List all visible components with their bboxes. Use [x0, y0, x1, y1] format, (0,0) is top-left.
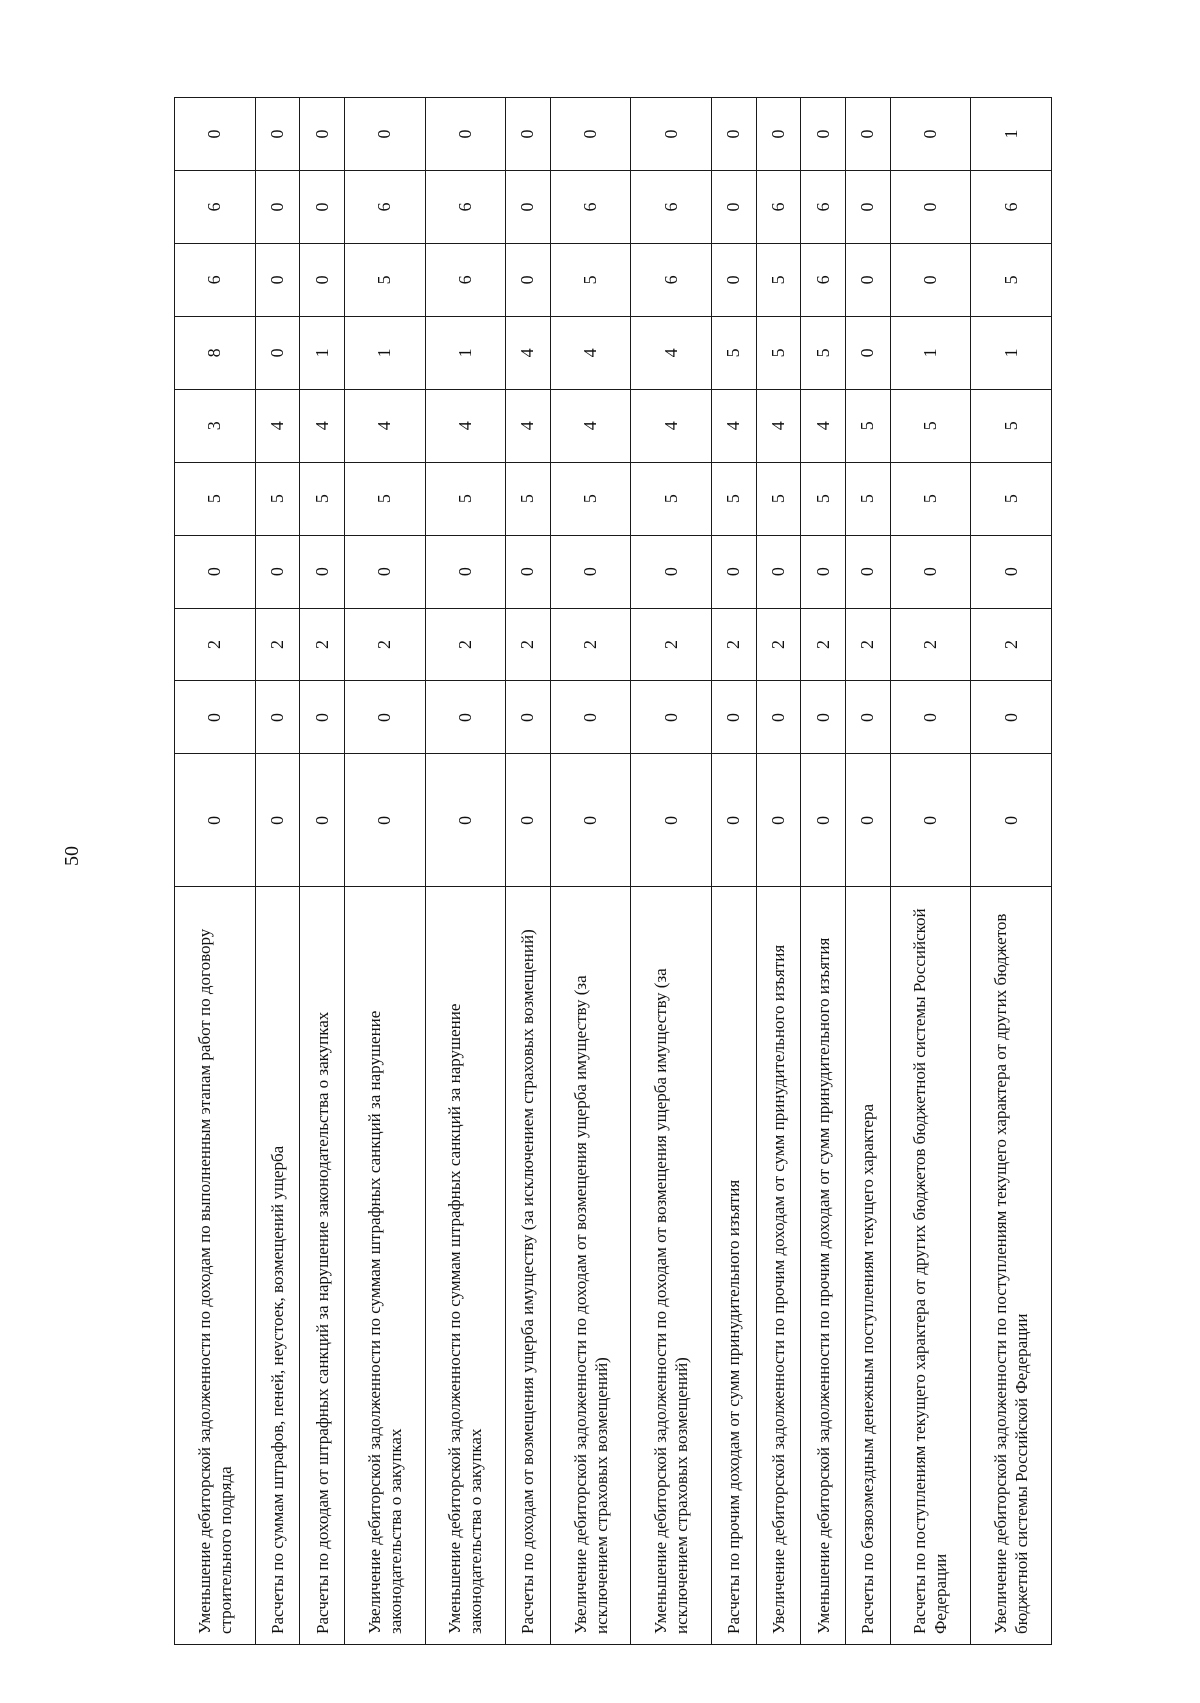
table-row [845, 98, 890, 1645]
code-digit-cell: 5 [971, 389, 1052, 462]
code-digit-cell: 0 [300, 681, 345, 754]
code-digit-cell: 0 [845, 681, 890, 754]
code-digit-cell: 0 [175, 681, 256, 754]
code-digit-cell: 0 [550, 535, 631, 608]
rotated-table-container [174, 97, 1052, 1645]
code-digit-cell: 4 [506, 389, 551, 462]
table-row [425, 98, 506, 1645]
code-digit-cell: 0 [425, 754, 506, 887]
code-digit-cell: 0 [344, 754, 425, 887]
code-digit-cell: 5 [344, 462, 425, 535]
code-digit-cell: 0 [550, 98, 631, 171]
code-digit-cell: 5 [175, 462, 256, 535]
code-digit-cell: 5 [550, 462, 631, 535]
code-digit-cell: 0 [890, 681, 971, 754]
code-digit-cell: 0 [712, 535, 757, 608]
code-digit-cell: 0 [506, 243, 551, 316]
code-digit-cell: 2 [631, 608, 712, 681]
account-name-cell: Уменьшение дебиторской задолженности по суммам штрафных санкций за нарушение законодательства о закупках [425, 887, 506, 1645]
code-digit-cell: 5 [801, 316, 846, 389]
code-digit-cell: 2 [550, 608, 631, 681]
account-name-cell: Расчеты по суммам штрафов, пеней, неустоек, возмещений ущерба [255, 887, 300, 1645]
code-digit-cell: 0 [506, 98, 551, 171]
code-digit-cell: 0 [175, 535, 256, 608]
account-name-cell: Уменьшение дебиторской задолженности по доходам по выполненным этапам работ по договору строительного подряда [175, 887, 256, 1645]
code-digit-cell: 0 [890, 754, 971, 887]
account-name-cell: Увеличение дебиторской задолженности по поступлениям текущего характера от других бюджетов бюджетной системы Российской Федерации [971, 887, 1052, 1645]
code-digit-cell: 6 [971, 171, 1052, 244]
code-digit-cell: 0 [425, 98, 506, 171]
code-digit-cell: 0 [845, 535, 890, 608]
code-digit-cell: 5 [506, 462, 551, 535]
code-digit-cell: 0 [255, 535, 300, 608]
code-digit-cell: 0 [255, 171, 300, 244]
table-row [506, 98, 551, 1645]
code-digit-cell: 2 [712, 608, 757, 681]
code-digit-cell: 1 [425, 316, 506, 389]
code-digit-cell: 0 [971, 754, 1052, 887]
code-digit-cell: 0 [300, 171, 345, 244]
page-number: 50 [61, 846, 83, 866]
code-digit-cell: 2 [971, 608, 1052, 681]
code-digit-cell: 0 [255, 316, 300, 389]
account-name-cell: Увеличение дебиторской задолженности по прочим доходам от сумм принудительного изъятия [756, 887, 801, 1645]
code-digit-cell: 4 [425, 389, 506, 462]
table-row [890, 98, 971, 1645]
code-digit-cell: 6 [550, 171, 631, 244]
table-row [801, 98, 846, 1645]
code-digit-cell: 5 [801, 462, 846, 535]
code-digit-cell: 4 [344, 389, 425, 462]
table-row [971, 98, 1052, 1645]
code-digit-cell: 0 [801, 681, 846, 754]
code-digit-cell: 0 [890, 98, 971, 171]
table-row [300, 98, 345, 1645]
code-digit-cell: 0 [845, 98, 890, 171]
code-digit-cell: 5 [344, 243, 425, 316]
code-digit-cell: 0 [845, 754, 890, 887]
code-digit-cell: 0 [175, 754, 256, 887]
code-digit-cell: 0 [506, 754, 551, 887]
code-digit-cell: 5 [756, 462, 801, 535]
account-name-cell: Расчеты по поступлениям текущего характера от других бюджетов бюджетной системы Российской Федерации [890, 887, 971, 1645]
table-row [550, 98, 631, 1645]
code-digit-cell: 5 [300, 462, 345, 535]
code-digit-cell: 0 [756, 754, 801, 887]
code-digit-cell: 0 [255, 98, 300, 171]
code-digit-cell: 3 [175, 389, 256, 462]
code-digit-cell: 0 [344, 98, 425, 171]
code-digit-cell: 0 [344, 681, 425, 754]
code-digit-cell: 0 [550, 681, 631, 754]
code-digit-cell: 0 [712, 243, 757, 316]
table-row [712, 98, 757, 1645]
code-digit-cell: 0 [712, 98, 757, 171]
account-codes-table [174, 97, 1052, 1645]
code-digit-cell: 0 [971, 535, 1052, 608]
account-name-cell: Расчеты по доходам от штрафных санкций за нарушение законодательства о закупках [300, 887, 345, 1645]
code-digit-cell: 0 [550, 754, 631, 887]
account-name-cell: Уменьшение дебиторской задолженности по прочим доходам от сумм принудительного изъятия [801, 887, 846, 1645]
code-digit-cell: 4 [550, 316, 631, 389]
account-name-cell: Расчеты по доходам от возмещения ущерба имуществу (за исключением страховых возмещений) [506, 887, 551, 1645]
code-digit-cell: 0 [506, 535, 551, 608]
account-name-cell: Расчеты по прочим доходам от сумм принудительного изъятия [712, 887, 757, 1645]
code-digit-cell: 6 [756, 171, 801, 244]
code-digit-cell: 5 [712, 462, 757, 535]
code-digit-cell: 0 [712, 754, 757, 887]
account-name-cell: Расчеты по безвозмездным денежным поступлениям текущего характера [845, 887, 890, 1645]
account-name-cell: Увеличение дебиторской задолженности по доходам от возмещения ущерба имуществу (за исключением страховых возмещений) [550, 887, 631, 1645]
code-digit-cell: 0 [890, 535, 971, 608]
code-digit-cell: 2 [300, 608, 345, 681]
code-digit-cell: 1 [890, 316, 971, 389]
code-digit-cell: 5 [756, 316, 801, 389]
code-digit-cell: 5 [971, 243, 1052, 316]
code-digit-cell: 0 [506, 681, 551, 754]
code-digit-cell: 0 [756, 535, 801, 608]
code-digit-cell: 5 [255, 462, 300, 535]
code-digit-cell: 2 [801, 608, 846, 681]
code-digit-cell: 0 [300, 754, 345, 887]
code-digit-cell: 4 [712, 389, 757, 462]
code-digit-cell: 0 [712, 681, 757, 754]
code-digit-cell: 6 [425, 171, 506, 244]
code-digit-cell: 0 [890, 171, 971, 244]
code-digit-cell: 0 [756, 681, 801, 754]
code-digit-cell: 0 [631, 535, 712, 608]
table-row [344, 98, 425, 1645]
code-digit-cell: 0 [300, 535, 345, 608]
code-digit-cell: 4 [255, 389, 300, 462]
code-digit-cell: 0 [344, 535, 425, 608]
code-digit-cell: 4 [756, 389, 801, 462]
code-digit-cell: 4 [550, 389, 631, 462]
code-digit-cell: 5 [890, 462, 971, 535]
code-digit-cell: 0 [300, 98, 345, 171]
table-row [175, 98, 256, 1645]
code-digit-cell: 0 [801, 98, 846, 171]
account-name-cell: Увеличение дебиторской задолженности по суммам штрафных санкций за нарушение законодательства о закупках [344, 887, 425, 1645]
code-digit-cell: 0 [845, 243, 890, 316]
code-digit-cell: 0 [506, 171, 551, 244]
code-digit-cell: 2 [756, 608, 801, 681]
account-name-cell: Уменьшение дебиторской задолженности по доходам от возмещения ущерба имуществу (за исключением страховых возмещений) [631, 887, 712, 1645]
code-digit-cell: 5 [971, 462, 1052, 535]
code-digit-cell: 0 [801, 754, 846, 887]
code-digit-cell: 5 [845, 389, 890, 462]
code-digit-cell: 0 [255, 754, 300, 887]
code-digit-cell: 4 [631, 316, 712, 389]
code-digit-cell: 6 [801, 243, 846, 316]
code-digit-cell: 6 [801, 171, 846, 244]
code-digit-cell: 0 [801, 535, 846, 608]
code-digit-cell: 2 [255, 608, 300, 681]
code-digit-cell: 0 [300, 243, 345, 316]
code-digit-cell: 0 [756, 98, 801, 171]
code-digit-cell: 4 [506, 316, 551, 389]
code-digit-cell: 8 [175, 316, 256, 389]
table-body [175, 98, 1052, 1645]
code-digit-cell: 2 [425, 608, 506, 681]
code-digit-cell: 6 [175, 243, 256, 316]
code-digit-cell: 2 [845, 608, 890, 681]
code-digit-cell: 5 [756, 243, 801, 316]
code-digit-cell: 0 [255, 243, 300, 316]
code-digit-cell: 4 [631, 389, 712, 462]
code-digit-cell: 1 [300, 316, 345, 389]
table-row [255, 98, 300, 1645]
code-digit-cell: 0 [845, 316, 890, 389]
table-row [631, 98, 712, 1645]
code-digit-cell: 5 [631, 462, 712, 535]
code-digit-cell: 1 [344, 316, 425, 389]
code-digit-cell: 5 [845, 462, 890, 535]
code-digit-cell: 0 [631, 681, 712, 754]
code-digit-cell: 1 [971, 316, 1052, 389]
code-digit-cell: 5 [550, 243, 631, 316]
code-digit-cell: 6 [175, 171, 256, 244]
code-digit-cell: 6 [631, 171, 712, 244]
code-digit-cell: 5 [890, 389, 971, 462]
code-digit-cell: 2 [175, 608, 256, 681]
code-digit-cell: 0 [175, 98, 256, 171]
code-digit-cell: 2 [890, 608, 971, 681]
code-digit-cell: 2 [344, 608, 425, 681]
code-digit-cell: 0 [631, 98, 712, 171]
code-digit-cell: 0 [712, 171, 757, 244]
code-digit-cell: 0 [845, 171, 890, 244]
code-digit-cell: 1 [971, 98, 1052, 171]
code-digit-cell: 2 [506, 608, 551, 681]
code-digit-cell: 0 [631, 754, 712, 887]
code-digit-cell: 6 [631, 243, 712, 316]
code-digit-cell: 0 [255, 681, 300, 754]
code-digit-cell: 0 [425, 681, 506, 754]
code-digit-cell: 6 [425, 243, 506, 316]
code-digit-cell: 0 [425, 535, 506, 608]
table-row [756, 98, 801, 1645]
code-digit-cell: 0 [890, 243, 971, 316]
code-digit-cell: 5 [425, 462, 506, 535]
code-digit-cell: 4 [801, 389, 846, 462]
code-digit-cell: 0 [971, 681, 1052, 754]
code-digit-cell: 6 [344, 171, 425, 244]
code-digit-cell: 4 [300, 389, 345, 462]
code-digit-cell: 5 [712, 316, 757, 389]
